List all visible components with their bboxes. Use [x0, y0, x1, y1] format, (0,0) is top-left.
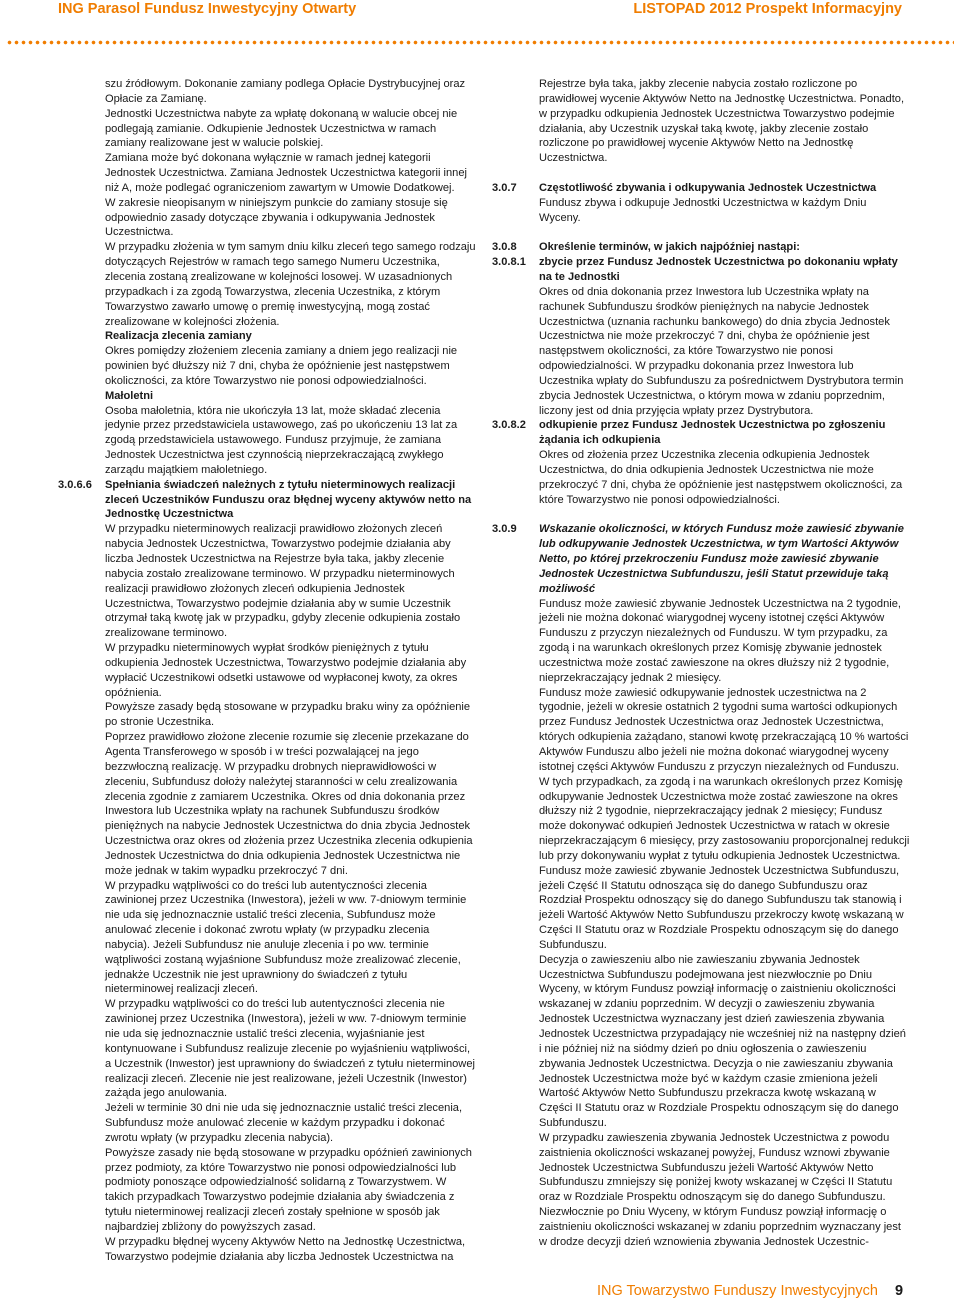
paragraph: Powyższe zasady będą stosowane w przypadku braku winy za opóźnienie po stronie Uczestnika.	[105, 701, 471, 729]
section-308	[492, 240, 910, 255]
section-number: 3.0.8	[492, 241, 517, 254]
paragraph: Jednostki Uczestnictwa nabyte za wpłatę dokonaną w walucie obcej nie podlegają zamianie. Odkupienie Jednostek Uczestnictwa w ramach zamiany realizowane jest w walucie polskiej.	[105, 107, 458, 150]
section-title: zbycie przez Fundusz Jednostek Uczestnictwa po dokonaniu wpłaty na te Jednostki	[539, 256, 898, 283]
paragraph: Fundusz zbywa i odkupuje Jednostki Uczestnictwa w każdym Dniu Wyceny.	[539, 196, 867, 224]
subheading: Realizacja zlecenia zamiany	[105, 330, 252, 343]
page-number: 9	[895, 1283, 904, 1299]
section-title: Częstotliwość zbywania i odkupywania Jednostek Uczestnictwa	[539, 181, 877, 194]
section-title: Spełniania świadczeń należnych z tytułu nieterminowych realizacji zleceń Uczestników Funduszu oraz błędnej wyceny aktywów netto na Jednostkę Uczestnictwa	[105, 478, 472, 521]
paragraph: Poprzez prawidłowo złożone zlecenie rozumie się zlecenie przekazane do Agenta Transferowego w sposób i w treści pozwalającej na jego bezzwłoczną realizację. W przypadku drobnych nieprawidłowości w zleceniu, Subfundusz dołoży należytej staranności w celu zrealizowania zlecenia zgodnie z zamiarem Uczestnika. Okres od dnia dokonania przez Inwestora lub Uczestnika wpłaty na rachunek Subfunduszu środków pieniężnych na nabycie Jednostek Uczestnictwa do dnia zbycia Jednostek Uczestnictwa oraz okres od złożenia przez Uczestnika zlecenia odkupienia Jednostek Uczestnictwa do dnia odkupienia Jednostek Uczestnictwa nie może jednak w takim wypadku przekroczyć 7 dni.	[105, 731, 473, 877]
section-number: 3.0.9	[492, 523, 517, 536]
paragraph: Zamiana może być dokonana wyłącznie w ramach jednej kategorii Jednostek Uczestnictwa. Zamiana Jednostek Uczestnictwa kategorii innej niż A, może podlegać ograniczeniom zawartym w Umowie Dodatkowej.	[105, 152, 467, 194]
header-date-title: LISTOPAD 2012 Prospekt Informacyjny	[633, 1, 902, 17]
header-title: ING Parasol Fundusz Inwestycyjny Otwarty	[58, 1, 357, 17]
section-309	[492, 522, 910, 596]
paragraph: Osoba małoletnia, która nie ukończyła 13 lat, może składać zlecenia jedynie przez przedstawiciela ustawowego, zaś po ukończeniu 13 lat za zgodą przedstawiciela ustawowego. Fundusz przyjmuje, że zamiana Jednostek Uczestnictwa jest czynnością nieprzekraczającą zwykłego zarządu majątkiem małoletniego.	[105, 404, 458, 476]
section-number: 3.0.7	[492, 181, 517, 194]
dotted-divider	[6, 39, 954, 46]
section-3081	[492, 255, 910, 418]
footer-title: ING Towarzystwo Funduszy Inwestycyjnych	[597, 1283, 878, 1299]
paragraph: W przypadku wątpliwości co do treści lub autentyczności zlecenia nie zawinionej przez Uczestnika (Inwestora), jeżeli w ww. 7-dniowym terminie nie uda się jednoznacznie ustalić treści zlecenia, wyjaśnianie jest kontynuowane i Subfundusz realizuje zlecenie po wyjaśnieniu wątpliwości, a Uczestnik (Inwestor) jest uprawniony do świadczeń z tytułu nieterminowej realizacji zleceń. Zlecenie nie jest realizowane, jeżeli Uczestnik (Inwestor) zażąda jego anulowania.	[105, 998, 475, 1100]
paragraph: W przypadku złożenia w tym samym dniu kilku zleceń tego samego rodzaju dotyczących Rejestrów w ramach tego samego Numeru Uczestnika, zlecenia zostaną zrealizowane w kolejności losowej. W uzasadnionych przypadkach i za zgodą Towarzystwa, zlecenia Uczestnika, z którym Towarzystwo zawarło umowę o premię inwestycyjną, mogą zostać zrealizowane w kolejności złożenia.	[105, 241, 476, 328]
left-column	[58, 77, 476, 1265]
paragraph: W przypadku nieterminowych wypłat środków pieniężnych z tytułu odkupienia Jednostek Uczestnictwa, Towarzystwo podejmie działania aby wypłacić Uczestnikowi odsetki ustawowe od wypłaconej kwoty, za okres opóźnienia.	[105, 642, 467, 699]
paragraph: W przypadku nieterminowych realizacji prawidłowo złożonych zleceń nabycia Jednostek Uczestnictwa, Towarzystwo podejmie działania aby liczba Jednostek Uczestnictwa na Rejestrze była taka, jakby zlecenie nabycia zostało zrealizowane terminowo. W przypadku nieterminowych realizacji prawidłowo złożonych zleceń odkupienia Jednostek Uczestnictwa, Towarzystwo podejmie działania aby w sumie Uczestnik otrzymał taką kwotę jak w przypadku, gdyby zlecenie odkupienia zostało zrealizowane terminowo.	[105, 523, 461, 640]
paragraph: W przypadku zawieszenia zbywania Jednostek Uczestnictwa z powodu zaistnienia okoliczności wskazanej powyżej, Fundusz wznowi zbywanie Jednostek Uczestnictwa Subfunduszu jeżeli Wartość Aktywów Netto Subfunduszu zmniejszy się poniżej kwoty wskazanej w Części II Statutu oraz w Rozdziale Prospektu odnoszącym się do danego Subfunduszu. Niezwłocznie po Dniu Wyceny, w którym Fundusz powziął informację o zaistnieniu okoliczności wskazanej w zdaniu poprzednim wyznaczany jest w drodze decyzji dzień wznowienia zbywania Jednostek Uczestnic-	[539, 1131, 901, 1248]
paragraph: W przypadku wątpliwości co do treści lub autentyczności zlecenia zawinionej przez Uczestnika (Inwestora), jeżeli w ww. 7-dniowym terminie nie uda się jednoznacznie ustalić treści zlecenia, Subfundusz może anulować zlecenie i dokonać zwrotu wpłaty (w przypadku zlecenia nabycia). Jeżeli Subfundusz nie anuluje zlecenia i po ww. terminie wątpliwości zostaną wyjaśnione Subfundusz może zrealizować zlecenie, jednakże Uczestnik nie jest uprawniony do świadczeń z tytułu nieterminowej realizacji zleceń.	[105, 879, 467, 996]
paragraph: W zakresie nieopisanym w niniejszym punkcie do zamiany stosuje się odpowiednio zasady dotyczące zbywania i odkupywania Jednostek Uczestnictwa.	[105, 196, 448, 239]
paragraph: szu źródłowym. Dokonanie zamiany podlega Opłacie Dystrybucyjnej oraz Opłacie za Zamianę.	[105, 78, 466, 105]
section-3082	[492, 418, 910, 507]
right-column	[492, 77, 910, 1250]
section-title: Wskazanie okoliczności, w których Fundusz może zawiesić zbywanie lub odkupywanie Jednostek Uczestnictwa, w tym Wartości Aktywów Netto, po której przekroczeniu Fundusz może zawiesić zbywanie Jednostek Uczestnictwa Subfunduszu, jeśli Statut przewiduje taką możliwość	[539, 523, 904, 595]
section-number: 3.0.6.6	[58, 478, 92, 491]
paragraph: W przypadku błędnej wyceny Aktywów Netto na Jednostkę Uczestnictwa, Towarzystwo podejmie działania aby liczba Jednostek Uczestnictwa na	[105, 1235, 466, 1263]
section-title: odkupienie przez Fundusz Jednostek Uczestnictwa po zgłoszeniu żądania ich odkupienia	[539, 419, 886, 447]
paragraph: Decyzja o zawieszeniu albo nie zawieszaniu zbywania Jednostek Uczestnictwa Subfunduszu podejmowana jest niezwłocznie po Dniu Wyceny, w którym Fundusz powziął informację o zaistnieniu okoliczności wskazanej w zdaniu poprzednim. W decyzji o zawieszeniu zbywania Jednostek Uczestnictwa wyznaczany jest dzień zawieszenia zbywania Jednostek Uczestnictwa przypadający nie wcześniej niż na następny dzień i nie później niż na siódmy dzień po dniu ogłoszenia o zawieszeniu zbywania Jednostek Uczestnictwa. Decyzja o nie zawieszaniu zbywania Jednostek Uczestnictwa może być w każdym czasie zmieniona jeżeli Wartość Aktywów Netto Subfunduszu przekracza kwotę wskazaną w Części II Statutu oraz w Rozdziale Prospektu odnoszącym się do danego Subfunduszu.	[539, 953, 906, 1130]
section-title: Określenie terminów, w jakich najpóźniej nastąpi:	[539, 241, 800, 254]
section-number: 3.0.8.1	[492, 256, 526, 269]
paragraph: Fundusz może zawiesić zbywanie Jednostek Uczestnictwa na 2 tygodnie, jeżeli nie można dokonać wiarygodnej wyceny istotnej części Aktywów Funduszu z przyczyn niezależnych od Funduszu. W tym przypadku, za zgodą i na warunkach określonych przez Komisję zbywanie jednostek uczestnictwa może zostać zawieszone na okres dłuższy niż 2 tygodnie, nieprzekraczający jednak 2 miesięcy.	[539, 597, 901, 684]
paragraph: Okres od dnia dokonania przez Inwestora lub Uczestnika wpłaty na rachunek Subfunduszu środków pieniężnych na nabycie Jednostek Uczestnictwa (uznania rachunku bankowego) do dnia zbycia Jednostek Uczestnictwa nie może przekroczyć 7 dni, chyba że opóźnienie jest następstwem okoliczności, za które Towarzystwo nie ponosi odpowiedzialności. W przypadku dokonania przez Inwestora lub Uczestnika wpłaty do Subfunduszu za pośrednictwem Dystrybutora termin zbycia Jednostek Uczestnictwa, o którym mowa w zdaniu poprzednim, liczony jest od dnia przyjęcia wpłaty przez Dystrybutora.	[539, 285, 904, 417]
paragraph: Okres pomiędzy złożeniem zlecenia zamiany a dniem jego realizacji nie powinien być dłuższy niż 7 dni, chyba że opóźnienie jest następstwem okoliczności, za które Towarzystwo nie ponosi odpowiedzialności.	[105, 345, 458, 387]
paragraph: Fundusz może zawiesić odkupywanie jednostek uczestnictwa na 2 tygodnie, jeżeli w okresie ostatnich 2 tygodni suma wartości odkupionych przez Fundusz Jednostek Uczestnictwa oraz Jednostek Uczestnictwa, których odkupienia zażądano, stanowi kwotę przekraczającą 10 % wartości Aktywów Funduszu albo jeżeli nie można dokonać wiarygodnej wyceny istotnej części Aktywów Funduszu z przyczyn niezależnych od Funduszu. W tych przypadkach, za zgodą i na warunkach określonych przez Komisję odkupywanie Jednostek Uczestnictwa może zostać zawieszone na okres dłuższy niż 2 tygodnie, nieprzekraczający jednak 2 miesięcy; Fundusz może dokonywać odkupień Jednostek Uczestnictwa w ratach w okresie nieprzekraczającym 6 miesięcy, przy zastosowaniu proporcjonalnej redukcji lub przy dokonywaniu wypłat z tytułu odkupienia Jednostek Uczestnictwa.	[539, 686, 910, 862]
paragraph: Jeżeli w terminie 30 dni nie uda się jednoznacznie ustalić treści zlecenia, Subfundusz może anulować zlecenie w każdym przypadku i dokonać zwrotu wpłaty (w przypadku zlecenia nabycia).	[105, 1102, 463, 1144]
paragraph: Rejestrze była taka, jakby zlecenie nabycia zostało rozliczone po prawidłowej wycenie Aktywów Netto na Jednostkę Uczestnictwa. Ponadto, w przypadku odkupienia Jednostek Uczestnictwa Towarzystwo podejmie działania, aby Uczestnik uzyskał taką kwotę, jakby zlecenie zostało rozliczone po prawidłowej wycenie Aktywów Netto na Jednostkę Uczestnictwa.	[539, 78, 905, 165]
section-number: 3.0.8.2	[492, 419, 526, 432]
paragraph: Fundusz może zawiesić zbywanie Jednostek Uczestnictwa Subfunduszu, jeżeli Część II Statutu odnosząca się do danego Subfunduszu oraz Rozdział Prospektu odnoszący się do danego Subfunduszu tak stanowią i jeżeli Wartość Aktywów Netto Subfunduszu przekroczy kwotę wskazaną w Części II Statutu oraz w Rozdziale Prospektu odnoszącym się do danego Subfunduszu.	[539, 864, 904, 951]
section-3066	[58, 478, 476, 523]
section-307	[492, 181, 910, 226]
paragraph: Okres od złożenia przez Uczestnika zlecenia odkupienia Jednostek Uczestnictwa, do dnia odkupienia Jednostek Uczestnictwa nie może przekroczyć 7 dni, chyba że opóźnienie jest następstwem okoliczności, za które Towarzystwo nie ponosi odpowiedzialności.	[539, 449, 903, 506]
paragraph: Powyższe zasady nie będą stosowane w przypadku opóźnień zawinionych przez podmioty, za które Towarzystwo nie ponosi odpowiedzialności lub podmioty ponoszące odpowiedzialność solidarną z Towarzystwem. W takich przypadkach Towarzystwo podejmie działania aby świadczenia z tytułu nieterminowej realizacji zleceń zostały spełnione w sposób jak najbardziej zbliżony do powyższych zasad.	[105, 1146, 472, 1233]
subheading: Małoletni	[105, 389, 154, 402]
